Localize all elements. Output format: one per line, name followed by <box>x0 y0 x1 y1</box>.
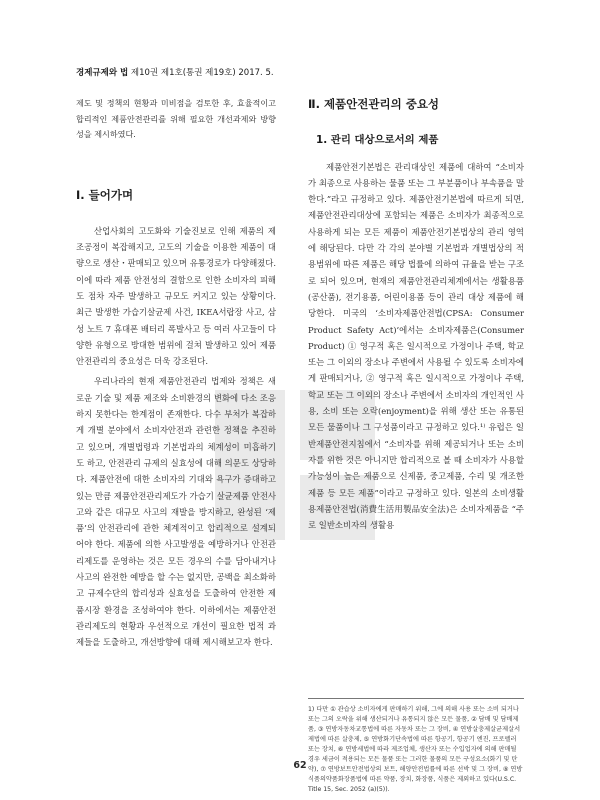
journal-name: 경제규제와 법 <box>76 68 129 78</box>
body-paragraph: 제품안전기본법은 관리대상인 제품에 대하여 “소비자가 최종으로 사용하는 물품 또는 그 부분품이나 부속품을 말한다.”라고 규정하고 있다. 제품안전기본법에 따르게 되면, 제품안전관리대상에 포함되는 제품은 소비자가 최종적으로 사용하게 되는 모든 제품이 제품안전기본법상의 관리 영역에 해당된다. 다만 각 각의 분야별 기본법과 개별법상의 적용범위에 따른 제품은 해당 법률에 의하여 규율을 받는 구조로 되어 있으며, 현재의 제품안전관리체계에서는 생활용품(공산품), 전기용품, 어린이용품 등이 관리 대상 제품에 해당한다. 미국의 ‘소비자제품안전법(CPSA: Consumer Product Safety Act)’에서는 소비자제품은(Consumer Product) ① 영구적 혹은 일시적으로 가정이나 주택, 학교 또는 그 이외의 장소나 주변에서 사용될 수 있도록 소비자에게 판매되거나, ② 영구적 혹은 일시적으로 가정이나 주택, 학교 또는 그 이외의 장소나 주변에서 소비자의 개인적인 사용, 소비 또는 오락(enjoyment)을 위해 생산 또는 유통된 모든 물품이나 그 구성품이라고 규정하고 있다.¹⁾ 유럽은 일반제품안전지침에서 “소비자를 위해 제공되거나 또는 소비자를 위한 것은 아니지만 합리적으로 볼 때 소비자가 사용할 가능성이 높은 제품으로 신제품, 중고제품, 수리 및 개조한 제품 등 모든 제품”이라고 규정하고 있다. 일본의 소비생활용제품안전법(消費生活用製品安全法)은 소비자제품을 “주로 일반소비자의 생활용 <box>308 161 524 531</box>
running-header <box>76 66 274 78</box>
issue-info: 제10권 제1호(통권 제19호) 2017. 5. <box>128 68 274 78</box>
body-paragraph: 산업사회의 고도화와 기술진보로 인해 제품의 제조공정이 복잡해지고, 고도의 기술을 이용한 제품이 대량으로 생산・판매되고 있으며 유통경로가 다양해졌다. 이에 따라 제품 안전성의 결함으로 인한 소비자의 피해도 점차 자주 발생하고 규모도 커지고 있는 상황이다. 최근 발생한 가습기살균제 사건, IKEA서랍장 사고, 삼성 노트 7 휴대폰 배터리 폭발사고 등 여러 사고들이 다양한 유형으로 방대한 범위에 걸쳐 발생하고 있어 제품안전관리의 중요성은 더욱 강조된다. <box>76 225 276 367</box>
page-number: 62 <box>293 760 307 771</box>
subsection-title: 1. 관리 대상으로서의 제품 <box>316 134 439 147</box>
intro-text: 제도 및 정책의 현황과 미비점을 검토한 후, 효율적이고 합리적인 제품안전관리를 위해 필요한 개선과제와 방향성을 제시하였다. <box>76 98 276 139</box>
section-title-2: Ⅱ. 제품안전관리의 중요성 <box>308 97 440 111</box>
body-paragraph: 우리나라의 현재 제품안전관리 법제와 정책은 새로운 기술 및 제품 제조와 소비환경의 변화에 다소 조응하지 못한다는 한계점이 존재한다. 다수 부처가 복잡하게 개별 분야에서 소비자안전과 관련한 정책을 추진하고 있으며, 개별법령과 기본법과의 체계성이 미흡하기도 하고, 안전관리 규제의 실효성에 대해 의문도 상당하다. 제품안전에 대한 소비자의 기대와 욕구가 증대하고 있는 만큼 제품안전관리제도가 가습기 살균제품 안전사고와 같은 대규모 사고의 재발을 방지하고, 완성된 ‘제품’의 안전관리에 관한 체계적이고 합리적으로 설계되어야 한다. 제품에 의한 사고발생을 예방하거나 안전관리제도를 운영하는 것은 모든 경우의 수를 담아내거나 사고의 완전한 예방을 할 수는 없지만, 공백을 최소화하고 규제수단의 합리성과 실효성을 도출하여 안전한 제품시장 환경을 조성하여야 한다. 이하에서는 제품안전관리제도의 현황과 우선적으로 개선이 필요한 법적 과제들을 도출하고, 개선방향에 대해 제시해보고자 한다. <box>76 376 276 648</box>
right-column <box>308 96 524 533</box>
left-column <box>76 96 276 655</box>
section-title-1: Ⅰ. 들어가며 <box>76 187 134 202</box>
footnotes <box>308 698 524 795</box>
footnote-1: 1) 다만 ① 관습상 소비자에게 판매하기 위해, 그에 의해 사용 또는 소비 되거나 또는 그의 오락을 위해 생산되거나 유통되지 않은 모든 물품, ② 담배 및 담배제품, ③ 연방자동차교통법에 따른 자동차 또는 그 장비, ④ 연방살충제살균제살서제법에 따른 살충제, ⑤ 연방화기단속법에 따른 항공기, 항공기 엔진, 프로펠러 또는 장치, ⑥ 연방세법에 따라 제조업체, 생산자 또는 수입업자에 의해 판매될 경우 세금이 적용되는 모든 물품 또는 그러한 물품의 모든 구성요소(화기 및 탄약), ⑦ 연방보트안전법상의 보트, 해양안전법률에 따른 선박 및 그 장비, ⑧ 연방식품의약품화장품법에 따른 약품, 장치, 화장품, 식품은 제외하고 있다(U.S.C. Title 15, Sec. 2052 (a)(5)). <box>308 706 523 793</box>
